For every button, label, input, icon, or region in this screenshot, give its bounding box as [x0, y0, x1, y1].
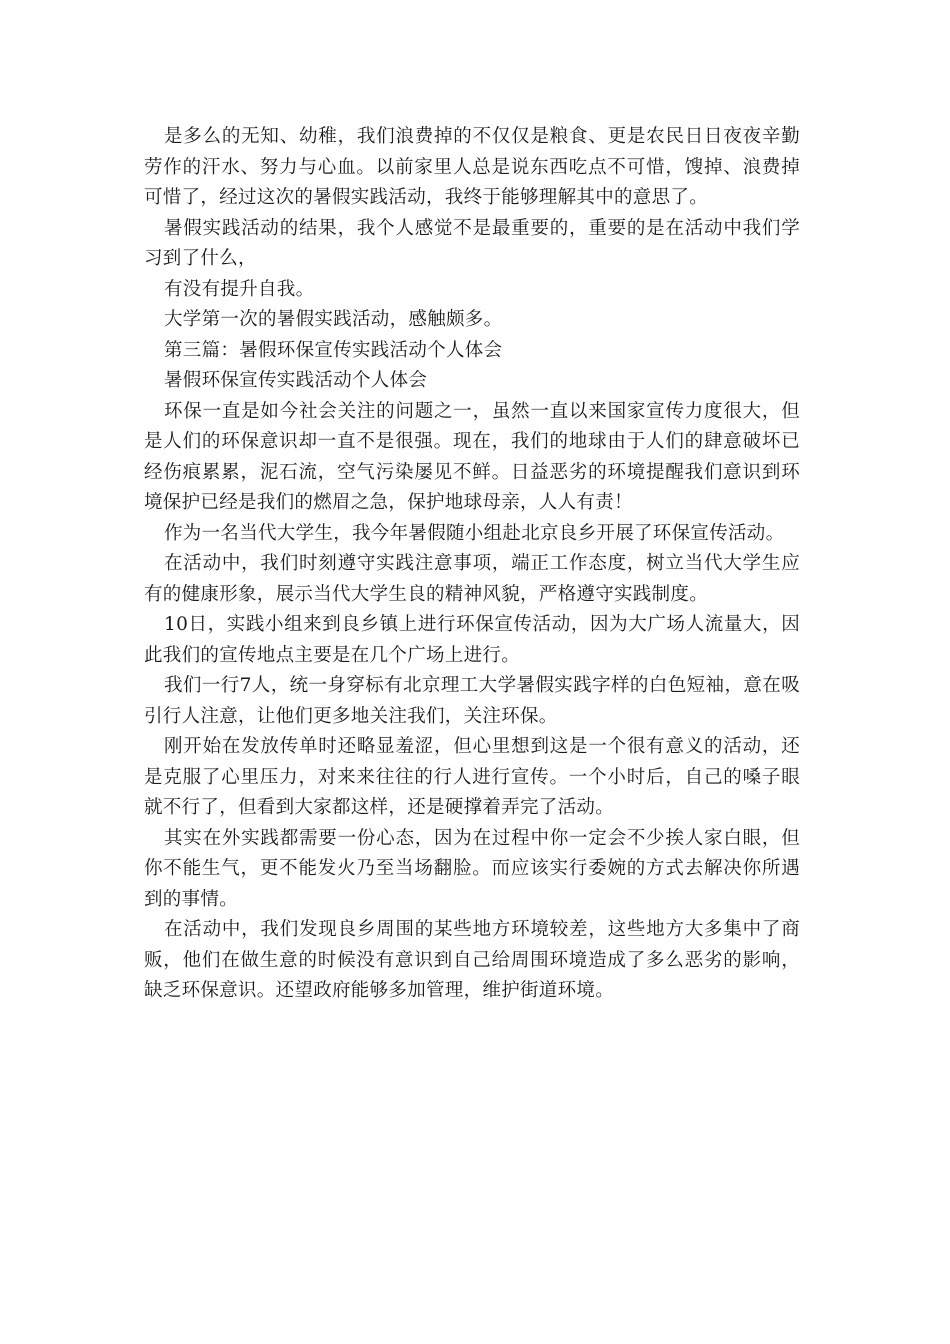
paragraph: 10日，实践小组来到良乡镇上进行环保宣传活动，因为大广场人流量大，因此我们的宣传地点主要是在几个广场上进行。: [144, 614, 800, 666]
body-text: [144, 122, 800, 1007]
paragraph: 暑假实践活动的结果，我个人感觉不是最重要的，重要的是在活动中我们学习到了什么，: [144, 217, 800, 269]
paragraph: 有没有提升自我。: [164, 278, 315, 300]
article-title: 暑假环保宣传实践活动个人体会: [164, 370, 428, 391]
paragraph: 是多么的无知、幼稚，我们浪费掉的不仅仅是粮食、更是农民日日夜夜辛勤劳作的汗水、努力与心血。以前家里人总是说东西吃点不可惜，馊掉、浪费掉可惜了，经过这次的暑假实践活动，我终于能够理解其中的意思了。: [144, 126, 800, 208]
paragraph: 在活动中，我们时刻遵守实践注意事项，端正工作态度，树立当代大学生应有的健康形象，展示当代大学生良的精神风貌，严格遵守实践制度。: [144, 553, 800, 605]
paragraph: 在活动中，我们发现良乡周围的某些地方环境较差，这些地方大多集中了商贩，他们在做生意的时候没有意识到自己给周围环境造成了多么恶劣的影响，缺乏环保意识。还望政府能够多加管理，维护街道环境。: [144, 919, 800, 1001]
paragraph: 我们一行7人，统一身穿标有北京理工大学暑假实践字样的白色短袖，意在吸引行人注意，让他们更多地关注我们，关注环保。: [144, 675, 800, 727]
paragraph: 其实在外实践都需要一份心态，因为在过程中你一定会不少挨人家白眼，但你不能生气，更不能发火乃至当场翻脸。而应该实行委婉的方式去解决你所遇到的事情。: [144, 827, 800, 910]
paragraph: 刚开始在发放传单时还略显羞涩，但心里想到这是一个很有意义的活动，还是克服了心里压力，对来来往往的行人进行宣传。一个小时后，自己的嗓子眼就不行了，但看到大家都这样，还是硬撑着弄完了活动。: [144, 736, 800, 818]
paragraph: 大学第一次的暑假实践活动，感触颇多。: [164, 309, 503, 330]
section-heading: 第三篇：暑假环保宣传实践活动个人体会: [164, 339, 503, 361]
paragraph: 作为一名当代大学生，我今年暑假随小组赴北京良乡开展了环保宣传活动。: [164, 522, 785, 544]
paragraph: 环保一直是如今社会关注的问题之一，虽然一直以来国家宣传力度很大，但是人们的环保意识却一直不是很强。现在，我们的地球由于人们的肆意破坏已经伤痕累累，泥石流，空气污染屡见不鲜。日益恶劣的环境提醒我们意识到环境保护已经是我们的燃眉之急，保护地球母亲，人人有责！: [144, 400, 800, 513]
